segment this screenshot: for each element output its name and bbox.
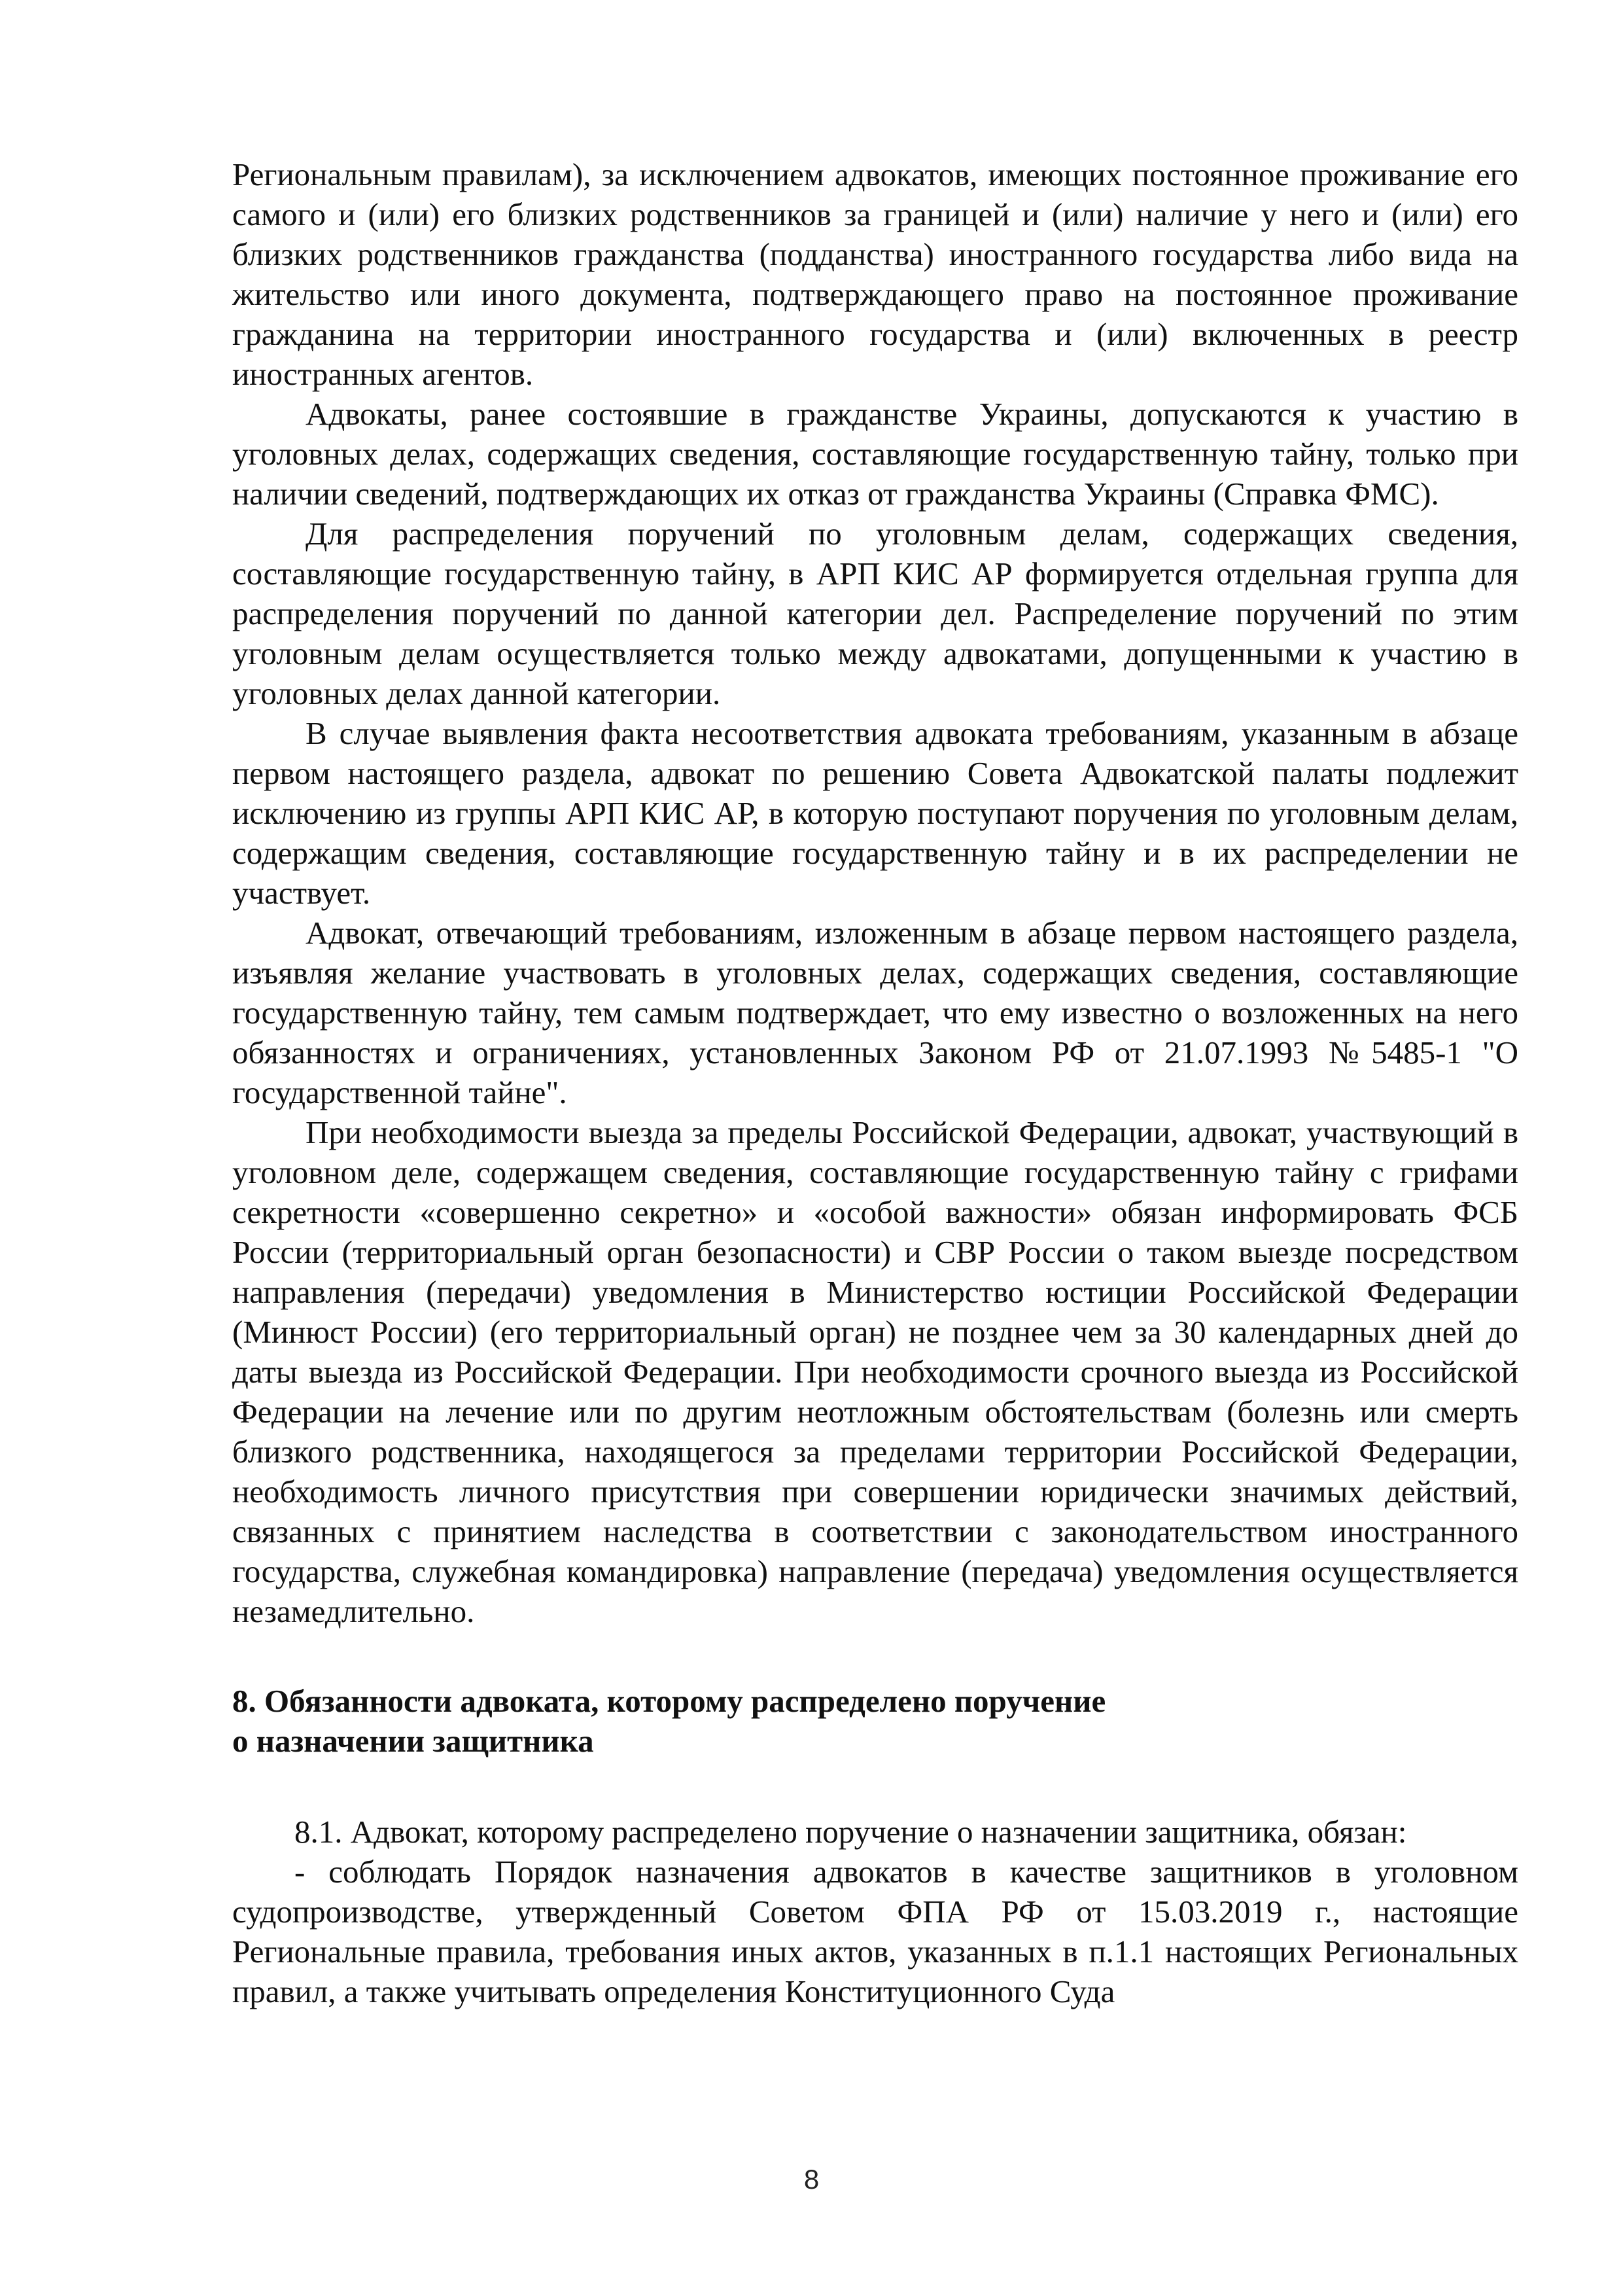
paragraph-regional-rules-exceptions: Региональным правилам), за исключением адвокатов, имеющих постоянное проживание его самого и (или) его близких родственников за границей и (или) наличие у него и (или) его близких родственников гражданства (подданства) иностранного государства либо вида на жительство или иного документа, подтверждающего право на постоянное проживание гражданина на территории иностранного государства и (или) включенных в реестр иностранных агентов.	[232, 156, 1518, 392]
section-heading-line-1: 8. Обязанности адвоката, которому распределено поручение	[232, 1683, 1106, 1719]
clause-8-1-list-item: - соблюдать Порядок назначения адвокатов в качестве защитников в уголовном судопроизводстве, утвержденный Советом ФПА РФ от 15.03.2019 г., настоящие Региональные правила, требования иных актов, указанных в п.1.1 настоящих Региональных правил, а также учитывать определения Конституционного Суда	[232, 1854, 1518, 2009]
document-body	[232, 154, 1518, 2011]
section-heading	[232, 1681, 1518, 1761]
paragraph-travel-notification: При необходимости выезда за пределы Российской Федерации, адвокат, участвующий в уголовном деле, содержащем сведения, составляющие государственную тайну с грифами секретности «совершенно секретно» и «особой важности» обязан информировать ФСБ России (территориальный орган безопасности) и СВР России о таком выезде посредством направления (передачи) уведомления в Министерство юстиции Российской Федерации (Минюст России) (его территориальный орган) не позднее чем за 30 календарных дней до даты выезда из Российской Федерации. При необходимости срочного выезда из Российской Федерации на лечение или по другим неотложным обстоятельствам (болезнь или смерть близкого родственника, находящегося за пределами территории Российской Федерации, необходимость личного присутствия при совершении юридически значимых действий, связанных с принятием наследства в соответствии с законодательством иностранного государства, служебная командировка) направление (передача) уведомления осуществляется незамедлительно.	[232, 1114, 1518, 1629]
section-heading-line-2: о назначении защитника	[232, 1723, 594, 1759]
paragraph-obligations-confirmation: Адвокат, отвечающий требованиям, изложенным в абзаце первом настоящего раздела, изъявляя желание участвовать в уголовных делах, содержащих сведения, составляющие государственную тайну, тем самым подтверждает, что ему известно о возложенных на него обязанностях и ограничениях, установленных Законом РФ от 21.07.1993 №5485-1 "О государственной тайне".	[232, 915, 1518, 1110]
paragraph-nonconformity-exclusion: В случае выявления факта несоответствия адвоката требованиям, указанным в абзаце первом настоящего раздела, адвокат по решению Совета Адвокатской палаты подлежит исключению из группы АРП КИС АР, в которую поступают поручения по уголовным делам, содержащим сведения, составляющие государственную тайну и в их распределении не участвует.	[232, 715, 1518, 911]
clause-8-1: 8.1. Адвокат, которому распределено поручение о назначении защитника, обязан:	[294, 1814, 1407, 1850]
paragraph-separate-group: Для распределения поручений по уголовным делам, содержащих сведения, составляющие государственную тайну, в АРП КИС АР формируется отдельная группа для распределения поручений по данной категории дел. Распределение поручений по этим уголовным делам осуществляется только между адвокатами, допущенными к участию в уголовных делах данной категории.	[232, 516, 1518, 711]
page-number: 8	[803, 2164, 820, 2195]
paragraph-ukraine-citizenship: Адвокаты, ранее состоявшие в гражданстве Украины, допускаются к участию в уголовных делах, содержащих сведения, составляющие государственную тайну, только при наличии сведений, подтверждающих их отказ от гражданства Украины (Справка ФМС).	[232, 396, 1518, 512]
